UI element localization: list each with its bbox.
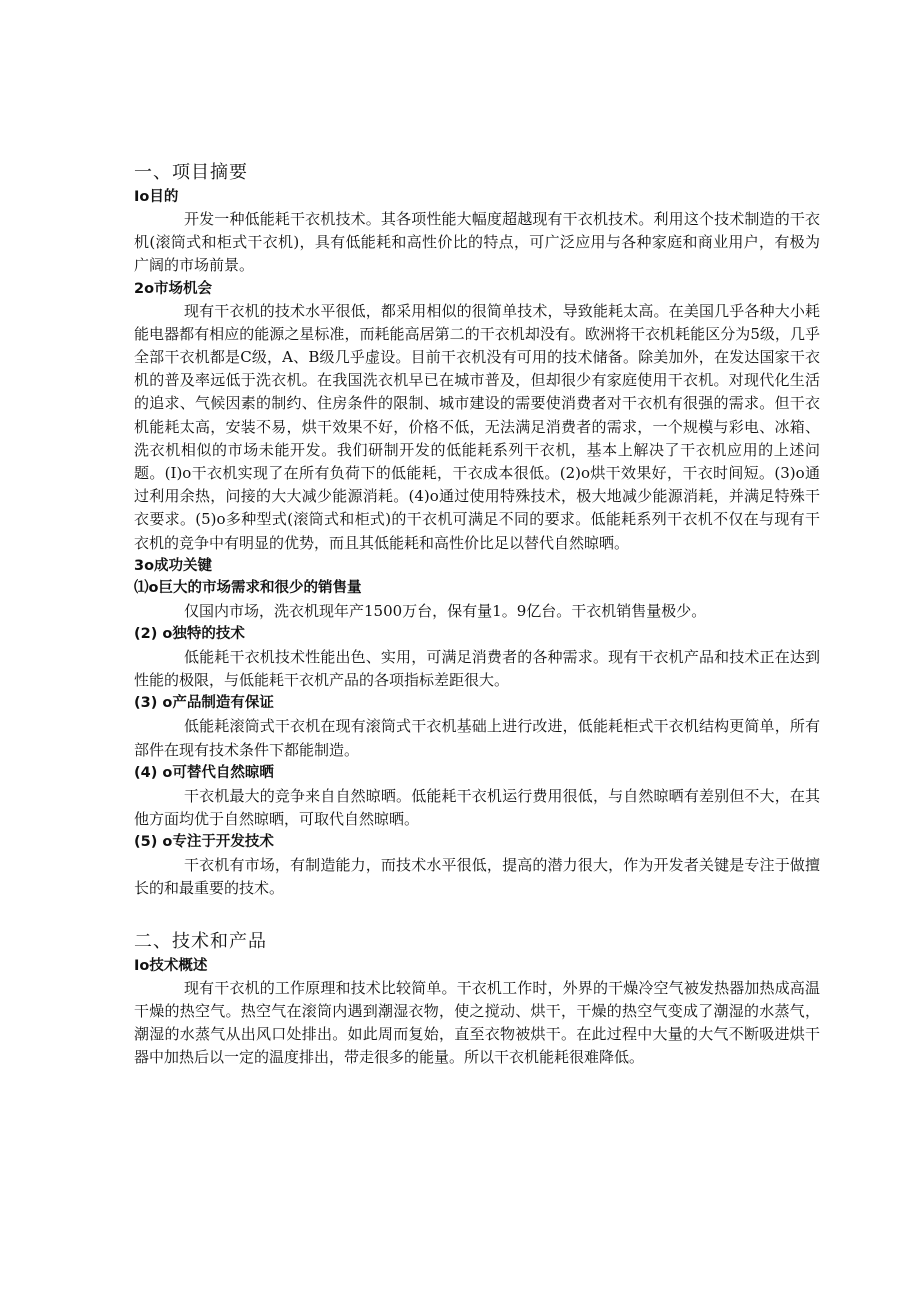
- key-item-text-1: 仅国内市场，洗衣机现年产1500万台，保有量1。9亿台。干衣机销售量极少。: [184, 601, 707, 620]
- key-item-heading-1: ⑴o巨大的市场需求和很少的销售量: [134, 579, 362, 596]
- key-item-heading-2: (2) o独特的技术: [134, 626, 245, 643]
- subheading-market: 2o市场机会: [134, 280, 213, 297]
- key-item-text-2: 低能耗干衣机技术性能出色、实用，可满足消费者的各种需求。现有干衣机产品和技术正在达到性能的极限，与低能耗干衣机产品的各项指标差距很大。: [134, 648, 820, 690]
- paragraph-purpose: 开发一种低能耗干衣机技术。其各项性能大幅度超越现有干衣机技术。利用这个技术制造的干衣机(滚筒式和柜式干衣机)，具有低能耗和高性价比的特点，可广泛应用与各种家庭和商业用户，有极为广阔的市场前景。: [134, 210, 820, 275]
- key-item-heading-5: (5) o专注于开发技术: [134, 834, 274, 851]
- key-item-heading-3: (3) o产品制造有保证: [134, 695, 274, 712]
- key-item-text-3: 低能耗滚筒式干衣机在现有滚筒式干衣机基础上进行改进，低能耗柜式干衣机结构更简单，所有部件在现有技术条件下都能制造。: [134, 717, 820, 759]
- paragraph-market: 现有干衣机的技术水平很低，都采用相似的很简单技术，导致能耗太高。在美国几乎各种大小耗能电器都有相应的能源之星标准，而耗能高居第二的干衣机却没有。欧洲将干衣机耗能区分为5级，几乎全部干衣机都是C级，A、B级几乎虚设。目前干衣机没有可用的技术储备。除美加外，在发达国家干衣机的普及率远低于洗衣机。在我国洗衣机早已在城市普及，但却很少有家庭使用干衣机。对现代化生活的追求、气候因素的制约、住房条件的限制、城市建设的需要使消费者对干衣机有很强的需求。但干衣机能耗太高，安装不易，烘干效果不好，价格不低，无法满足消费者的需求，一个规模与彩电、冰箱、洗衣机相似的市场未能开发。我们研制开发的低能耗系列干衣机，基本上解决了干衣机应用的上述问题。(I)o干衣机实现了在所有负荷下的低能耗，干衣成本很低。(2)o烘干效果好，干衣时间短。(3)o通过利用余热，问接的大大减少能源消耗。(4)o通过使用特殊技术，极大地减少能源消耗，并满足特殊干衣要求。(5)o多种型式(滚筒式和柜式)的干衣机可满足不同的要求。低能耗系列干衣机不仅在与现有干衣机的竞争中有明显的优势，而且其低能耗和高性价比足以替代自然晾晒。: [134, 301, 820, 552]
- key-item-text-4: 干衣机最大的竞争来自自然晾晒。低能耗干衣机运行费用很低，与自然晾晒有差别但不大，在其他方面均优于自然晾晒，可取代自然晾晒。: [134, 786, 820, 829]
- paragraph-overview: 现有干衣机的工作原理和技术比较简单。干衣机工作时，外界的干燥冷空气被发热器加热成高温干燥的热空气。热空气在滚筒内遇到潮湿衣物，使之搅动、烘干，干燥的热空气变成了潮湿的水蒸气，潮湿的水蒸气从出风口处排出。如此周而复始，直至衣物被烘干。在此过程中大量的大气不断吸进烘干器中加热后以一定的温度排出，带走很多的能量。所以干衣机能耗很难降低。: [134, 978, 820, 1067]
- section-title-tech: 二、技术和产品: [134, 930, 267, 952]
- subheading-overview: Io技术概述: [134, 957, 208, 974]
- key-item-text-5: 干衣机有市场，有制造能力，而技术水平很低，提高的潜力很大，作为开发者关键是专注于做擅长的和最重要的技术。: [134, 856, 820, 898]
- key-item-heading-4: (4) o可替代自然晾晒: [134, 764, 274, 781]
- section-title-summary: 一、项目摘要: [134, 162, 248, 183]
- subheading-keys: 3o成功关键: [134, 557, 213, 574]
- subheading-purpose: Io目的: [134, 189, 179, 205]
